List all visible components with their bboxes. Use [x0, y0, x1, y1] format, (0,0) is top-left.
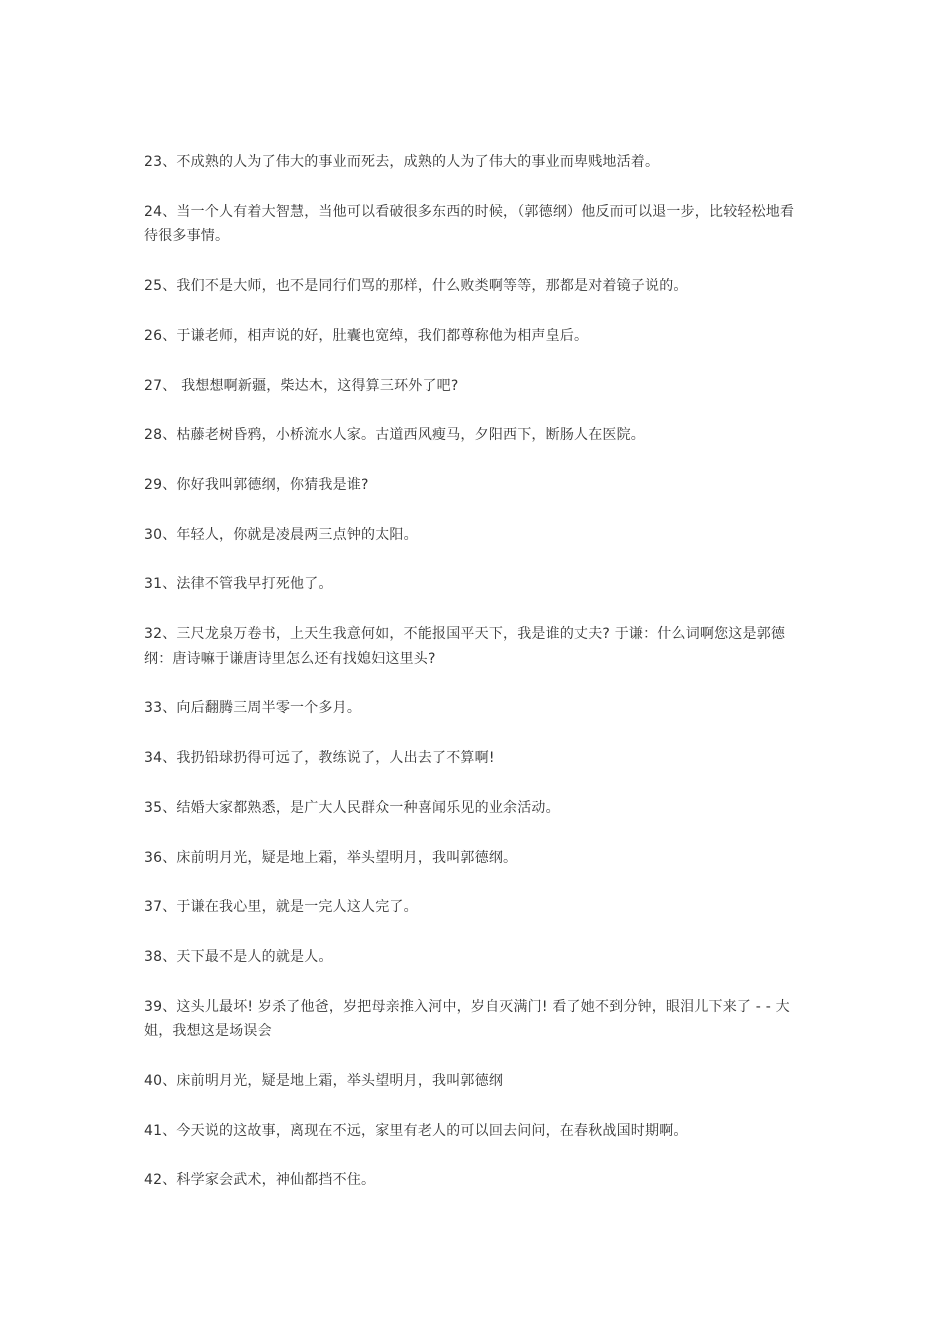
list-item: 23、不成熟的人为了伟大的事业而死去，成熟的人为了伟大的事业而卑贱地活着。: [144, 154, 660, 170]
list-item: 24、当一个人有着大智慧，当他可以看破很多东西的时候，（郭德纲）他反而可以退一步，比较轻松地看待很多事情。: [144, 203, 795, 245]
list-item: 40、床前明月光，疑是地上霜，举头望明月，我叫郭德纲: [144, 1073, 504, 1090]
list-item: 37、于谦在我心里，就是一完人这人完了。: [144, 899, 418, 916]
quote-list: [144, 150, 808, 1218]
list-item: 26、于谦老师，相声说的好，肚囊也宽绰，我们都尊称他为相声皇后。: [144, 327, 589, 344]
list-item: 35、结婚大家都熟悉，是广大人民群众一种喜闻乐见的业余活动。: [144, 799, 560, 816]
list-item: 32、三尺龙泉万卷书，上天生我意何如，不能报国平天下，我是谁的丈夫? 于谦：什么词啊您这是郭德纲：唐诗嘛于谦唐诗里怎么还有找媳妇这里头?: [144, 626, 786, 667]
list-item: 41、今天说的这故事，离现在不远，家里有老人的可以回去问问，在春秋战国时期啊。: [144, 1122, 688, 1139]
list-item: 28、枯藤老树昏鸦，小桥流水人家。古道西风瘦马，夕阳西下，断肠人在医院。: [144, 427, 646, 444]
list-item: 39、这头儿最坏! 岁杀了他爸，岁把母亲推入河中，岁自灭满门! 看了她不到分钟，眼泪儿下来了 - - 大姐，我想这是场误会: [144, 998, 790, 1040]
list-item: 29、你好我叫郭德纲，你猜我是谁?: [144, 476, 369, 493]
list-item: 27、 我想想啊新疆，柴达木，这得算三环外了吧?: [144, 377, 459, 394]
list-item: 33、向后翻腾三周半零一个多月。: [144, 700, 362, 717]
list-item: 36、床前明月光，疑是地上霜，举头望明月，我叫郭德纲。: [144, 849, 518, 866]
list-item: 30、年轻人，你就是凌晨两三点钟的太阳。: [144, 526, 418, 543]
list-item: 42、科学家会武术，神仙都挡不住。: [144, 1172, 376, 1189]
list-item: 31、法律不管我早打死他了。: [144, 576, 333, 593]
list-item: 34、我扔铅球扔得可远了，教练说了，人出去了不算啊!: [144, 750, 495, 767]
list-item: 38、天下最不是人的就是人。: [144, 948, 333, 965]
list-item: 25、我们不是大师，也不是同行们骂的那样，什么败类啊等等，那都是对着镜子说的。: [144, 278, 688, 295]
